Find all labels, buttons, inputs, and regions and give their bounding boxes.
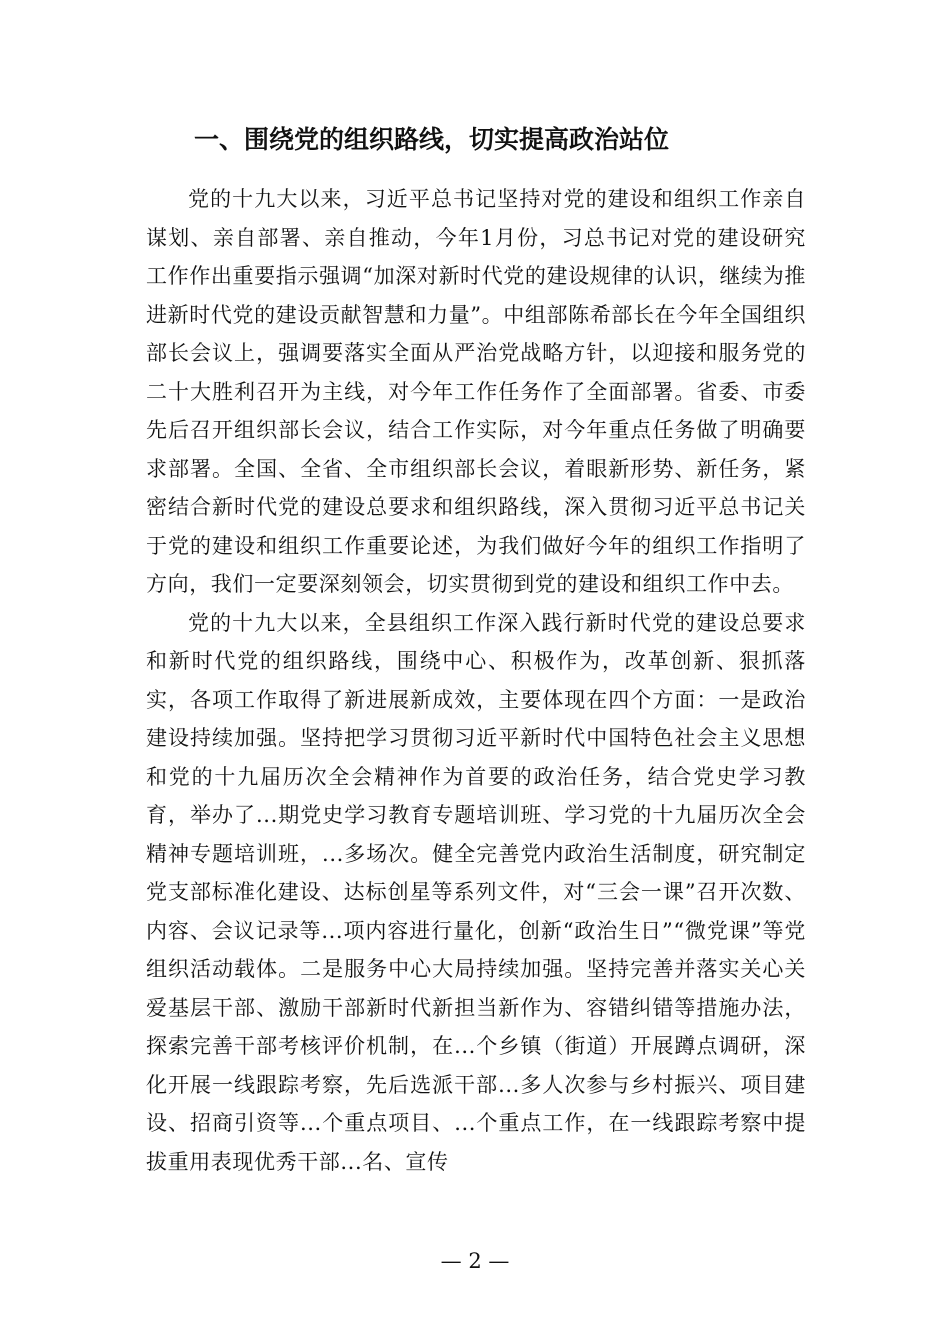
paragraph-2: 党的十九大以来，全县组织工作深入践行新时代党的建设总要求和新时代党的组织路线，围绕中心、积极作为，改革创新、狠抓落实，各项工作取得了新进展新成效，主要体现在四个方面：一是政治建设持续加强。坚持把学习贯彻习近平新时代中国特色社会主义思想和党的十九届历次全会精神作为首要的政治任务，结合党史学习教育，举办了...期党史学习教育专题培训班、学习党的十九届历次全会精神专题培训班，...多场次。健全完善党内政治生活制度，研究制定党支部标准化建设、达标创星等系列文件，对“三会一课”召开次数、内容、会议记录等...项内容进行量化，创新“政治生日”“微党课”等党组织活动载体。二是服务中心大局持续加强。坚持完善并落实关心关爱基层干部、激励干部新时代新担当新作为、容错纠错等措施办法，探索完善干部考核评价机制，在...个乡镇（街道）开展蹲点调研，深化开展一线跟踪考察，先后选派干部...多人次参与乡村振兴、项目建设、招商引资等...个重点项目、...个重点工作，在一线跟踪考察中提拔重用表现优秀干部...名、宣传 [146,610,806,1174]
page-number: — 2 — [440,1249,510,1273]
body-text [146,180,806,1181]
section-heading: 一、围绕党的组织路线，切实提高政治站位 [194,125,670,154]
paragraph-1: 党的十九大以来，习近平总书记坚持对党的建设和组织工作亲自谋划、亲自部署、亲自推动，今年1月份，习总书记对党的建设研究工作作出重要指示强调“加深对新时代党的建设规律的认识，继续为推进新时代党的建设贡献智慧和力量”。中组部陈希部长在今年全国组织部长会议上，强调要落实全面从严治党战略方针，以迎接和服务党的二十大胜利召开为主线，对今年工作任务作了全面部署。省委、市委先后召开组织部长会议，结合工作实际，对今年重点任务做了明确要求部署。全国、全省、全市组织部长会议，着眼新形势、新任务，紧密结合新时代党的建设总要求和组织路线，深入贯彻习近平总书记关于党的建设和组织工作重要论述，为我们做好今年的组织工作指明了方向，我们一定要深刻领会，切实贯彻到党的建设和组织工作中去。 [146,187,806,596]
